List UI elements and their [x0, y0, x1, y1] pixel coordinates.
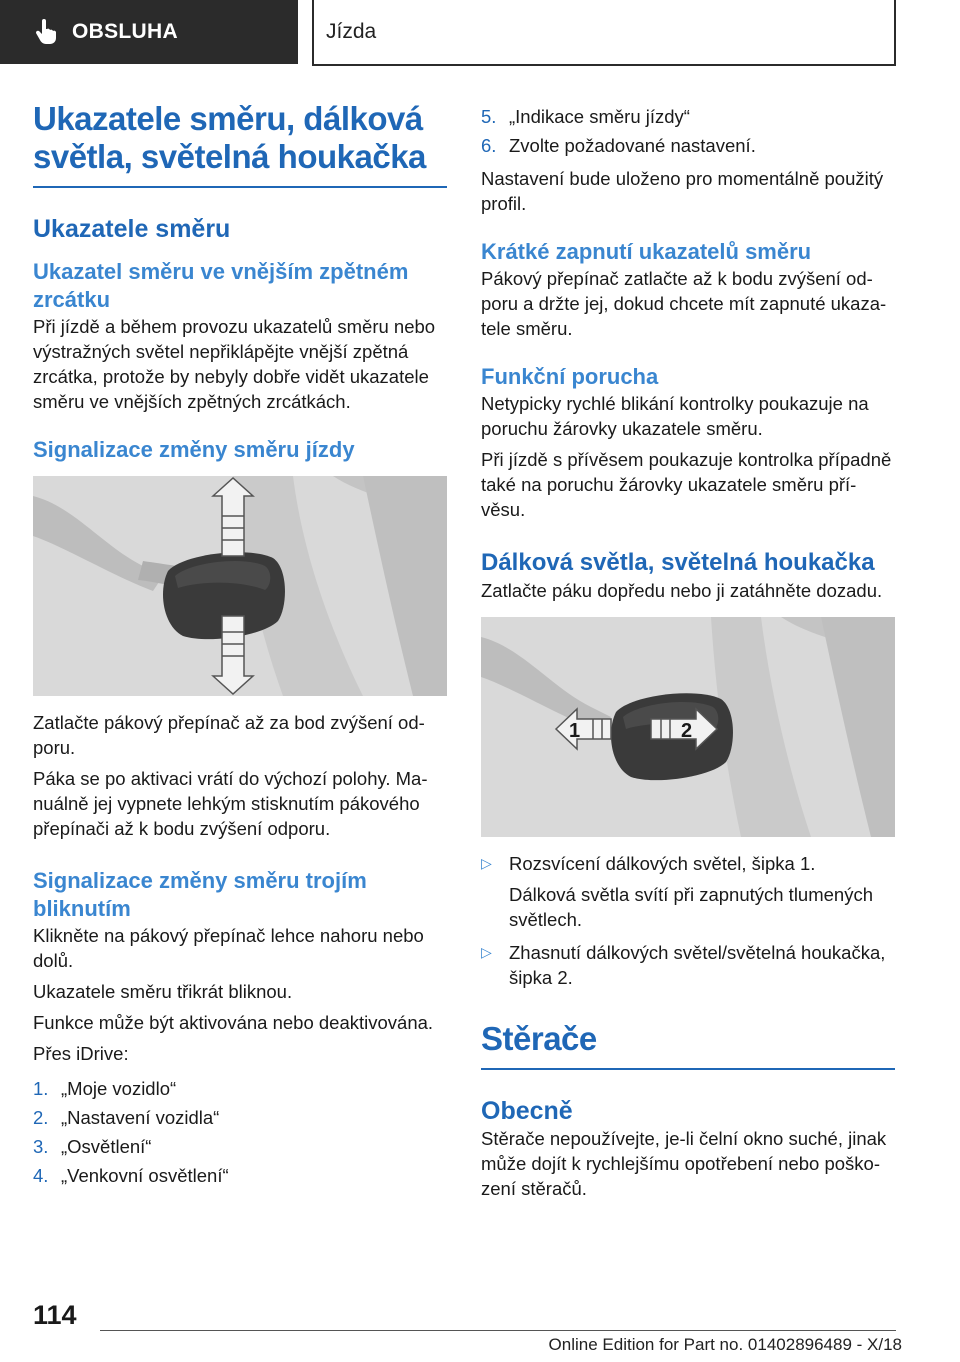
wipers-rule — [481, 1068, 895, 1070]
paragraph-signal-1: Zatlačte pákový přepínač až za bod zvýšení od- poru. — [33, 712, 425, 758]
title-rule — [33, 186, 447, 188]
heading-wipers: Stěrače — [481, 1020, 597, 1057]
triangle-bullet-icon: ▷ — [481, 855, 492, 871]
heading-mirror-indicator: Ukazatel směru ve vnějším zpětném zrcátku — [33, 259, 409, 312]
list-item: 4. „Venkovní osvětlení“ — [33, 1165, 229, 1186]
paragraph-triple-4: Přes iDrive: — [33, 1043, 129, 1064]
paragraph-fault-1: Netypicky rychlé blikání kontrolky poukazuje na poruchu žárovky ukazatele směru. — [481, 393, 869, 439]
paragraph-triple-1: Klikněte na pákový přepínač lehce nahoru nebo dolů. — [33, 925, 424, 971]
paragraph-general: Stěrače nepoužívejte, je-li čelní okno suché, jinak může dojít k rychlejšímu opotřebení nebo poško- zení stěračů. — [481, 1128, 887, 1199]
left-column — [33, 100, 447, 1190]
idrive-steps-list-continued — [481, 102, 895, 160]
high-beam-lever-illustration — [481, 617, 895, 837]
list-item: 1. „Moje vozidlo“ — [33, 1078, 177, 1099]
heading-turn-signaling: Signalizace změny směru jízdy — [33, 437, 355, 462]
paragraph-triple-3: Funkce může být aktivována nebo deaktivována. — [33, 1012, 434, 1033]
arrow-label-2: 2 — [681, 720, 693, 742]
turn-lever-illustration — [33, 476, 447, 696]
list-item: ▷ Zhasnutí dálkových světel/světelná houkačka, šipka 2. — [481, 942, 886, 988]
page-number: 114 — [33, 1300, 77, 1330]
section-tab — [0, 0, 298, 64]
heading-general: Obecně — [481, 1097, 573, 1125]
footer-rule — [100, 1330, 896, 1331]
hand-pointer-icon — [34, 19, 58, 45]
figure-high-beam-lever — [481, 617, 895, 837]
list-item: 2. „Nastavení vozidla“ — [33, 1107, 220, 1128]
paragraph-bullet-note: Dálková světla svítí při zapnutých tlumených světlech. — [509, 884, 873, 930]
heading-triple-blink: Signalizace změny směru trojím bliknutím — [33, 868, 367, 921]
heading-high-beams: Dálková světla, světelná houkačka — [481, 549, 875, 576]
right-column — [481, 100, 895, 1201]
list-item: 5. „Indikace směru jízdy“ — [481, 106, 690, 127]
paragraph-saved: Nastavení bude uloženo pro momentálně použitý profil. — [481, 168, 884, 214]
page-title: Ukazatele směru, dálková světla, světelná houkačka — [33, 100, 426, 175]
chapter-label: Jízda — [326, 20, 377, 43]
paragraph-fault-2: Při jízdě s přívěsem poukazuje kontrolka případně také na poruchu žárovky ukazatele směru pří- věsu. — [481, 449, 892, 520]
paragraph-signal-2: Páka se po aktivaci vrátí do výchozí polohy. Ma- nuálně jej vypnete lehkým stisknutím pákového přepínači až k bodu zvýšení odporu. — [33, 768, 428, 839]
paragraph-mirror: Při jízdě a během provozu ukazatelů směru nebo výstražných světel nepřiklápějte vnější zpětná zrcátka, protože by nebyly dobře vidět ukazatele směru ve vnějších zpětných zrcátkách. — [33, 316, 436, 412]
idrive-steps-list — [33, 1074, 447, 1190]
list-item: ▷ Rozsvícení dálkových světel, šipka 1. — [481, 853, 816, 874]
arrow-label-1: 1 — [569, 720, 581, 742]
heading-short-activation: Krátké zapnutí ukazatelů směru — [481, 239, 812, 264]
heading-turn-signals: Ukazatele směru — [33, 215, 231, 243]
paragraph-short: Pákový přepínač zatlačte až k bodu zvýšení od- poru a držte jej, dokud chcete mít zapnuté ukaza- tele směru. — [481, 268, 887, 339]
high-beam-bullets — [481, 851, 895, 876]
heading-malfunction: Funkční porucha — [481, 364, 659, 389]
figure-turn-lever — [33, 476, 447, 696]
chapter-tab — [312, 0, 896, 66]
paragraph-high: Zatlačte páku dopředu nebo ji zatáhněte dozadu. — [481, 580, 883, 601]
section-label: OBSLUHA — [72, 20, 178, 43]
high-beam-bullets-2 — [481, 940, 895, 990]
triangle-bullet-icon: ▷ — [481, 944, 492, 960]
list-item: 3. „Osvětlení“ — [33, 1136, 152, 1157]
paragraph-triple-2: Ukazatele směru třikrát bliknou. — [33, 981, 293, 1002]
list-item: 6. Zvolte požadované nastavení. — [481, 135, 756, 156]
footer-edition: Online Edition for Part no. 01402896489 - X/18 — [548, 1335, 902, 1354]
